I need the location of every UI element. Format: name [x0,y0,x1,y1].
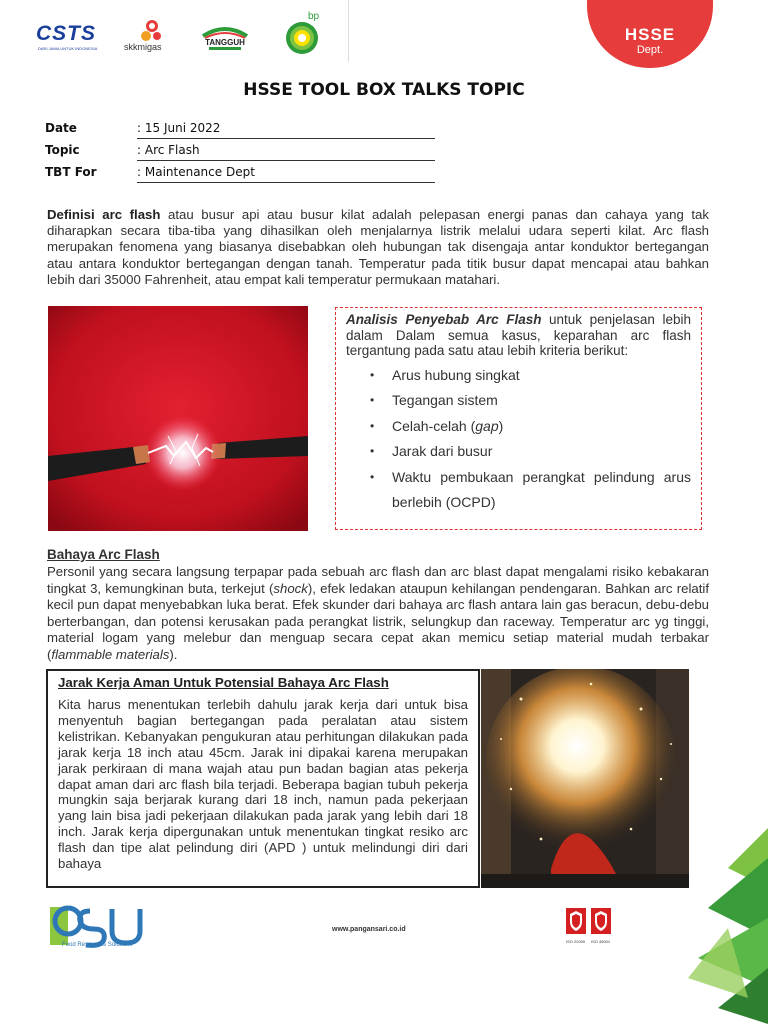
safe-distance-box [46,669,480,888]
hazard-heading: Bahaya Arc Flash [47,547,160,562]
bp-logo-text: bp [308,11,320,22]
definition-paragraph [47,207,709,288]
criteria-item: • Tegangan sistem [392,388,691,414]
arc-blast-photo-image [481,669,689,888]
psu-tagline: Food Resources Solutions [62,942,133,948]
meta-underline [137,160,435,161]
definition-text: atau busur api atau busur kilat adalah pelepasan energi panas dan cahaya yang tak diharapkan secara tiba-tiba yang dihasilkan oleh menjalarnya listrik melalui udara seperti kilat. Arc flash merupakan fenomena yang biasanya disebabkan oleh hubungan tak disengaja antar konduktor bertegangan atau antara konduktor bertegangan dengan tanah. Temperatur pada titik busur dapat mencapai atau bahkan lebih dari 35000 Fahrenheit, atau empat kali temperatur permukaan matahari. [47,207,709,287]
header-divider [348,0,349,62]
meta-value: : 15 Juni 2022 [137,121,221,135]
safe-distance-body: Kita harus menentukan terlebih dahulu jarak kerja dari untuk bisa menyentuh bagian bertegangan pada peralatan atau sistem kelistrikan. Kebanyakan pengukuran atau perhitungan dilakukan pada jarak kerja 18 inch atau 45cm. Jarak ini dipakai karena merupakan jarak perkiraan di mana wajah atau pun badan bagian atas pekerja dapat aman dari arc flash bila terjadi. Beberapa bagian tubuh pekerja mungkin saja berjarak kurang dari 18 inch, namun pada pekerjaan yang lain bisa jadi pekerjaan dilakukan pada jarak yang lebih dari 18 inch. Jarak kerja dipergunakan untuk menentukan tingkat resiko arc flash dan tipe alat pelindung diri (APD ) untuk melindungi diri dari bahaya [58,697,468,872]
meta-label: Date [45,121,77,135]
page-title: HSSE TOOL BOX TALKS TOPIC [243,80,525,100]
certification-badge [566,908,586,944]
cert-shield-icon [591,908,611,934]
arc-flash-wire-image [48,306,308,531]
meta-label: Topic [45,143,80,157]
analysis-text: untuk penjelasan lebih dalam Dalam semua kasus, keparahan arc flash tergantung pada satu atau lebih kriteria berikut: [346,312,691,358]
tangguh-logo-icon [199,22,251,52]
criteria-item: • Arus hubung singkat [392,363,691,389]
certification-label: ISO 22000 [566,939,586,944]
analysis-intro [346,312,691,359]
meta-underline [137,182,435,183]
hazard-paragraph: Personil yang secara langsung terpapar pada sebuah arc flash dan arc blast dapat mengalami risiko kebakaran tingkat 3, kemungkinan buta, terkejut (shock), efek ledakan ataupun kehilangan pendengaran. Bahkan arc relatif kecil pun dapat menyebabkan luka berat. Efek skunder dari bahaya arc flash antara lain gas beracun, debu-debu berterbangan, dan potensi kerusakan pada perangkat listrik, selungkup dan raceway. Temperatur arc yg tinggi, material logam yang melebur dan menguap secara cepat akan memicu setiap material mudah terbakar (flammable materials). [47,564,709,662]
meta-value: : Maintenance Dept [137,165,255,179]
analysis-box [335,307,702,530]
tangguh-logo-text: TANGGUH [205,38,245,47]
criteria-item: • Waktu pembukaan perangkat pelindung arus berlebih (OCPD) [392,465,691,516]
criteria-list [346,363,691,516]
footer-website: www.pangansari.co.id [332,926,406,933]
analysis-lead: Analisis Penyebab Arc Flash [346,312,542,327]
green-corner-decoration [688,828,768,1024]
definition-lead: Definisi arc flash [47,207,161,222]
meta-row-topic [45,141,435,161]
criteria-item: • Celah-celah (gap) [392,414,691,440]
csts-logo-tagline: DARI JAWA UNTUK INDONESIA [38,46,98,51]
certification-label: ISO 45001 [591,939,611,944]
cert-shield-icon [566,908,586,934]
certification-badge [591,908,611,944]
hsse-badge-title: HSSE [624,25,676,44]
meta-row-date [45,119,435,139]
safe-distance-title: Jarak Kerja Aman Untuk Potensial Bahaya Arc Flash [58,675,389,690]
meta-label: TBT For [45,165,97,179]
criteria-item: • Jarak dari busur [392,439,691,465]
skkmigas-logo-text: skkmigas [124,42,162,52]
hsse-badge-subtitle: Dept. [636,44,664,56]
meta-row-tbt-for [45,163,435,183]
meta-value: : Arc Flash [137,143,200,157]
meta-underline [137,138,435,139]
csts-logo: CSTS [36,22,97,45]
bp-helios-logo-icon [278,10,326,58]
hsse-dept-badge [587,0,713,68]
